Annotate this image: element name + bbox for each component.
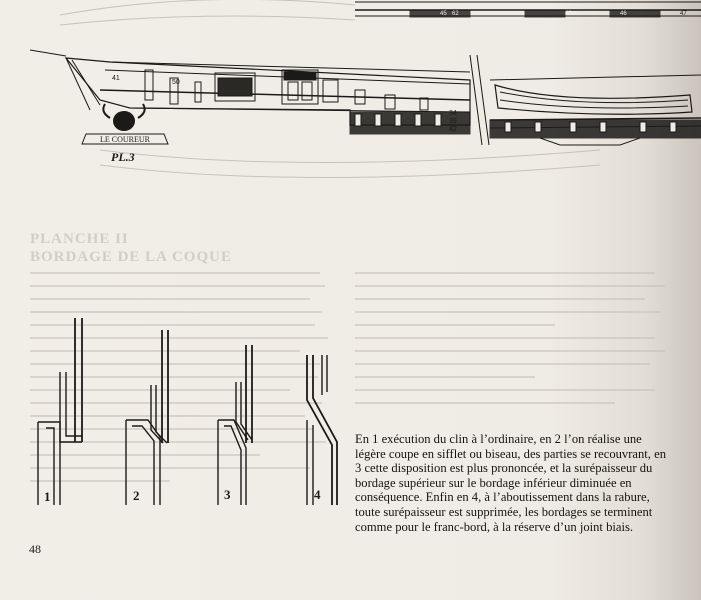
figure-label-1: 1 <box>44 489 51 504</box>
figure-1-diagram <box>38 318 82 505</box>
marker-42: 42 <box>449 126 457 133</box>
marker-62: 62 <box>452 11 459 17</box>
marker-39: 39 <box>449 118 457 125</box>
marker-34: 34 <box>449 110 457 117</box>
figure-label-3: 3 <box>224 487 231 502</box>
marker-43: 43 <box>565 11 572 17</box>
marker-41: 41 <box>112 75 120 82</box>
marker-45: 45 <box>440 11 447 17</box>
ship-name-banner: LE COUREUR <box>100 135 150 144</box>
figure-4-diagram <box>307 355 337 505</box>
page-number: 48 <box>29 542 41 556</box>
show-through-title-2: BORDAGE DE LA COQUE <box>30 249 232 265</box>
figure-caption: En 1 exécution du clin à l’ordinaire, en 2 l’on réalise une légère coupe en sifflet ou biseau, des parties se recouvrant, en 3 cette disposition est plus prononcée, et la surépaisseur du bordage supérieur sur le bordage inférieur diminuée en conséquence. Enfin en 4, à l’aboutissement dans la rabure, toute surépaisseur est supprimée, les bordages se terminent comme pour le franc-bord, à la réserve d’un joint biais. <box>355 432 666 534</box>
figure-3-diagram <box>218 345 252 505</box>
marker-47: 47 <box>680 11 687 17</box>
marker-50: 50 <box>172 79 180 86</box>
show-through-title-1: PLANCHE II <box>30 231 129 247</box>
figure-label-4: 4 <box>314 487 321 502</box>
plate-label: PL.3 <box>111 150 135 164</box>
marker-46: 46 <box>620 11 627 17</box>
figure-2-diagram <box>126 330 168 505</box>
figure-label-2: 2 <box>133 488 140 503</box>
